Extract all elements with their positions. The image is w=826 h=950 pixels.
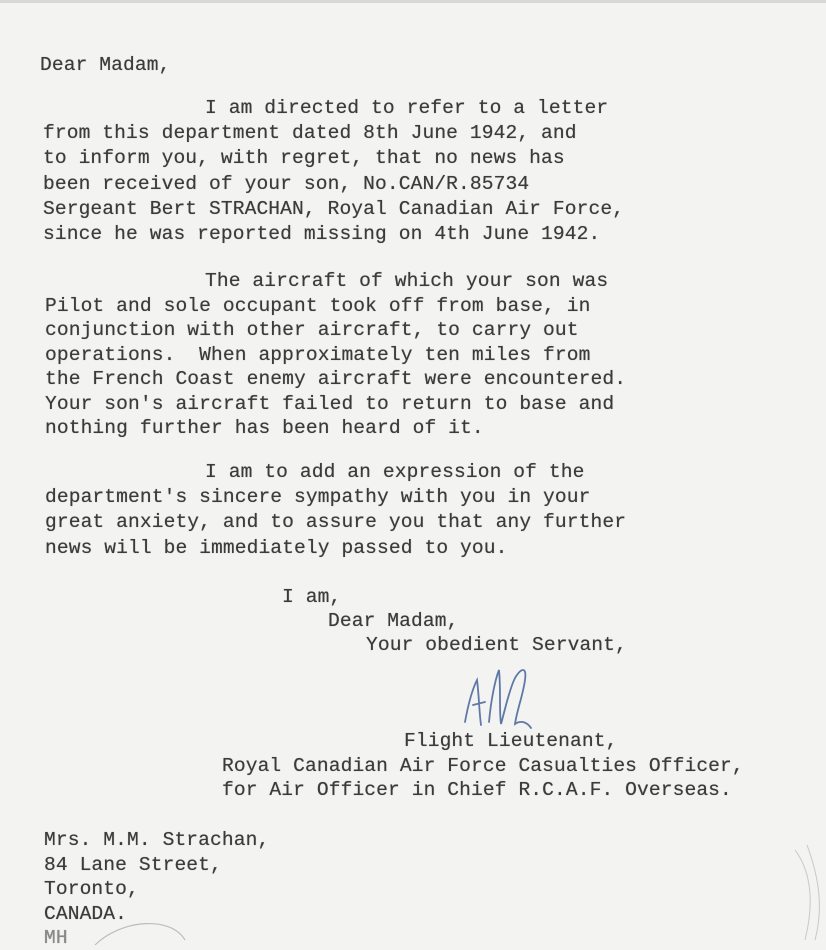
salutation: Dear Madam,	[40, 54, 171, 76]
paragraph-line: been received of your son, No.CAN/R.85734	[43, 173, 530, 195]
address-line: Toronto,	[44, 878, 139, 900]
paragraph-line: Your son's aircraft failed to return to base and	[45, 393, 615, 415]
pencil-mark	[90, 915, 200, 945]
paragraph-line: since he was reported missing on 4th June 1942.	[43, 223, 601, 245]
paragraph-line: from this department dated 8th June 1942, and	[43, 122, 577, 144]
address-line: 84 Lane Street,	[44, 854, 222, 876]
paragraph-line: department's sincere sympathy with you in your	[45, 486, 591, 508]
paragraph-line: great anxiety, and to assure you that any further	[45, 511, 627, 533]
handwritten-signature	[455, 650, 545, 735]
page-top-edge	[0, 0, 826, 3]
signatory-rank: Flight Lieutenant,	[404, 730, 618, 752]
paragraph-line: to inform you, with regret, that no news has	[43, 147, 565, 169]
address-line: Mrs. M.M. Strachan,	[44, 829, 270, 851]
paragraph-line: conjunction with other aircraft, to carry out	[45, 319, 579, 341]
paragraph-line: I am to add an expression of the	[205, 461, 585, 483]
signatory-on-behalf: for Air Officer in Chief R.C.A.F. Overseas.	[222, 779, 732, 801]
closing-line: Your obedient Servant,	[366, 634, 627, 656]
closing-line: Dear Madam,	[328, 610, 459, 632]
paragraph-line: the French Coast enemy aircraft were encountered.	[45, 368, 627, 390]
signatory-title: Royal Canadian Air Force Casualties Officer,	[222, 755, 744, 777]
paragraph-line: Sergeant Bert STRACHAN, Royal Canadian Air Force,	[43, 198, 625, 220]
closing-line: I am,	[282, 586, 342, 608]
paragraph-line: operations. When approximately ten miles from	[45, 344, 591, 366]
paragraph-line: The aircraft of which your son was	[205, 270, 609, 292]
page-edge-mark	[785, 840, 826, 945]
typist-initials: MH	[44, 927, 68, 949]
address-line: CANADA.	[44, 903, 128, 925]
paragraph-line: news will be immediately passed to you.	[45, 537, 508, 559]
paragraph-line: Pilot and sole occupant took off from base, in	[45, 295, 591, 317]
paragraph-line: I am directed to refer to a letter	[205, 97, 609, 119]
paragraph-line: nothing further has been heard of it.	[45, 417, 484, 439]
